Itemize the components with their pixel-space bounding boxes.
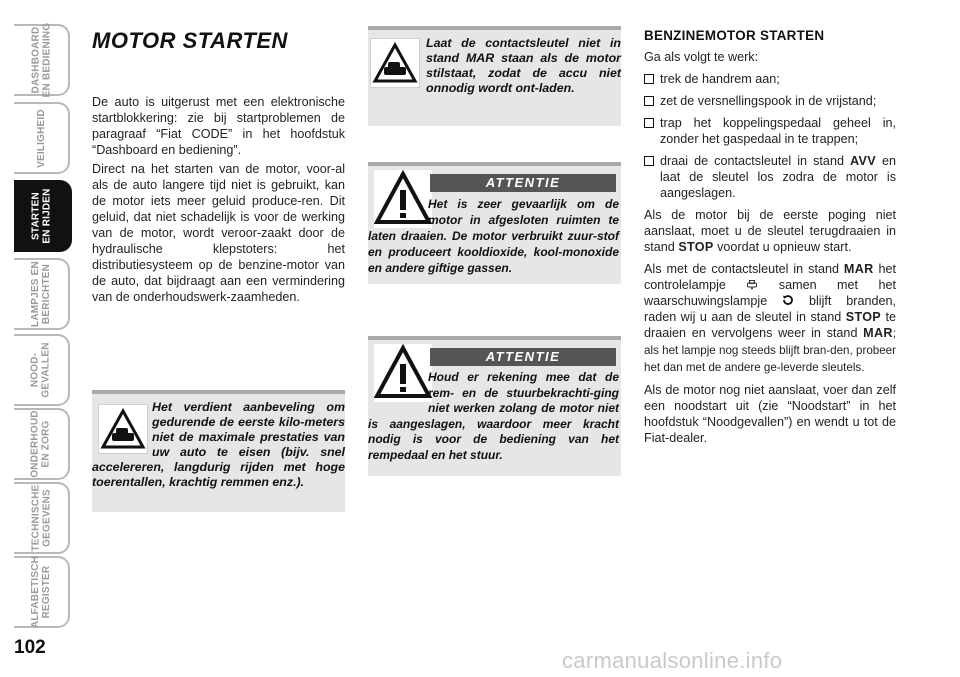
engine-warning-icon	[782, 294, 794, 306]
section-title	[92, 28, 345, 54]
note-key-text: Laat de contactsleutel niet in stand MAR staan als de motor stilstaat, zodat de accu niet onnodig wordt ont-laden.	[426, 36, 621, 95]
tab-lampjes[interactable]: LAMPJES EN BERICHTEN	[14, 258, 70, 330]
divider	[368, 162, 621, 166]
warning-gases-text: Het is zeer gevaarlijk om de motor in afgesloten ruimten te laten draaien. De motor verbruikt zuur-stof en produceert kooldioxide, kool-monoxide en andere giftige gassen.	[368, 197, 619, 275]
attentie-label: ATTENTIE	[430, 174, 616, 192]
list-item: trek de handrem aan;	[644, 71, 896, 87]
attentie-label: ATTENTIE	[430, 348, 616, 366]
tab-starten[interactable]: STARTEN EN RIJDEN	[14, 180, 72, 252]
chapter-tabs	[0, 0, 72, 640]
page-number: 102	[14, 637, 46, 658]
paragraph-stop: Als de motor bij de eerste poging niet aanslaat, moet u de sleutel terugdraaien in stand STOP voordat u opnieuw start.	[644, 208, 896, 254]
tab-register[interactable]: ALFABETISCH REGISTER	[14, 556, 70, 628]
watermark: carmanualsonline.info	[562, 648, 783, 673]
immobilizer-car-icon	[746, 278, 758, 290]
intro-text: Ga als volgt te werk:	[644, 50, 759, 64]
divider	[368, 336, 621, 340]
divider	[368, 26, 621, 30]
note-breakin-text: Het verdient aanbeveling om gedurende de eerste kilo-meters niet de maximale prestaties van uw auto te eisen (bijv. snel accelereren, langdurig rijden met hoge toerentallen, krachtig remmen enz.).	[92, 400, 345, 489]
note-box-breakin	[92, 390, 345, 512]
list-item: trap het koppelingspedaal geheel in, zonder het gaspedaal in te trappen;	[644, 115, 896, 147]
tab-onderhoud[interactable]: ONDERHOUD EN ZORG	[14, 408, 70, 480]
section-heading: BENZINEMOTOR STARTEN	[644, 28, 825, 43]
tab-noodgevallen[interactable]: NOOD- GEVALLEN	[14, 334, 70, 406]
note-box-key	[368, 26, 621, 126]
section-petrol-start	[644, 28, 896, 452]
tab-technische[interactable]: TECHNISCHE GEGEVENS	[14, 482, 70, 554]
paragraph-noodstart: Als de motor nog niet aanslaat, voer dan zelf een noodstart uit (zie “Noodstart” in het hoofdstuk “Noodgevallen”) en wendt u tot de Fiat-dealer.	[644, 383, 896, 445]
divider	[92, 390, 345, 394]
warning-box-gases	[368, 162, 621, 284]
tab-dashboard[interactable]: DASHBOARD EN BEDIENING	[14, 24, 70, 96]
paragraph-noise: Direct na het starten van de motor, voor-al als de auto langere tijd niet is gebruikt, kan de motor iets meer geluid produce-ren. Dit geluid, dat niet schadelijk is voor de werking van de motor, wordt veroor-zaakt door de hydraulische klepstoters: het distributiesysteem op de benzine-motor van de auto, dat bijdraagt aan een vermindering van de onderhoudswerk-zaamheden.	[92, 162, 345, 304]
paragraph-intro: De auto is uitgerust met een elektronische startblokkering: zie bij startproblemen de paragraaf “Fiat CODE” in het hoofdstuk “Dashboard en bediening”.	[92, 95, 345, 157]
list-item: draai de contactsleutel in stand AVV en laat de sleutel los zodra de motor is aangeslagen.	[644, 153, 896, 201]
paragraph-mar: Als met de contactsleutel in stand MAR het controlelampje samen met het waarschuwingslampje blijft branden, raden wij u aan de sleutel in stand STOP te draaien en vervolgens weer in stand MAR; als het lampje nog steeds blijft bran-den, probeer het dan met de andere ge-leverde sleutels.	[644, 262, 896, 374]
warning-brakes-text: Houd er rekening mee dat de rem- en de stuurbekrachti-ging niet werken zolang de motor niet is aangeslagen, waardoor meer kracht nodig is voor de bediening van het rempedaal en het stuur.	[368, 370, 619, 462]
page-title: MOTOR STARTEN	[92, 28, 288, 53]
list-item: zet de versnellingspook in de vrijstand;	[644, 93, 896, 109]
warning-box-brakes	[368, 336, 621, 476]
tab-veiligheid[interactable]: VEILIGHEID	[14, 102, 70, 174]
